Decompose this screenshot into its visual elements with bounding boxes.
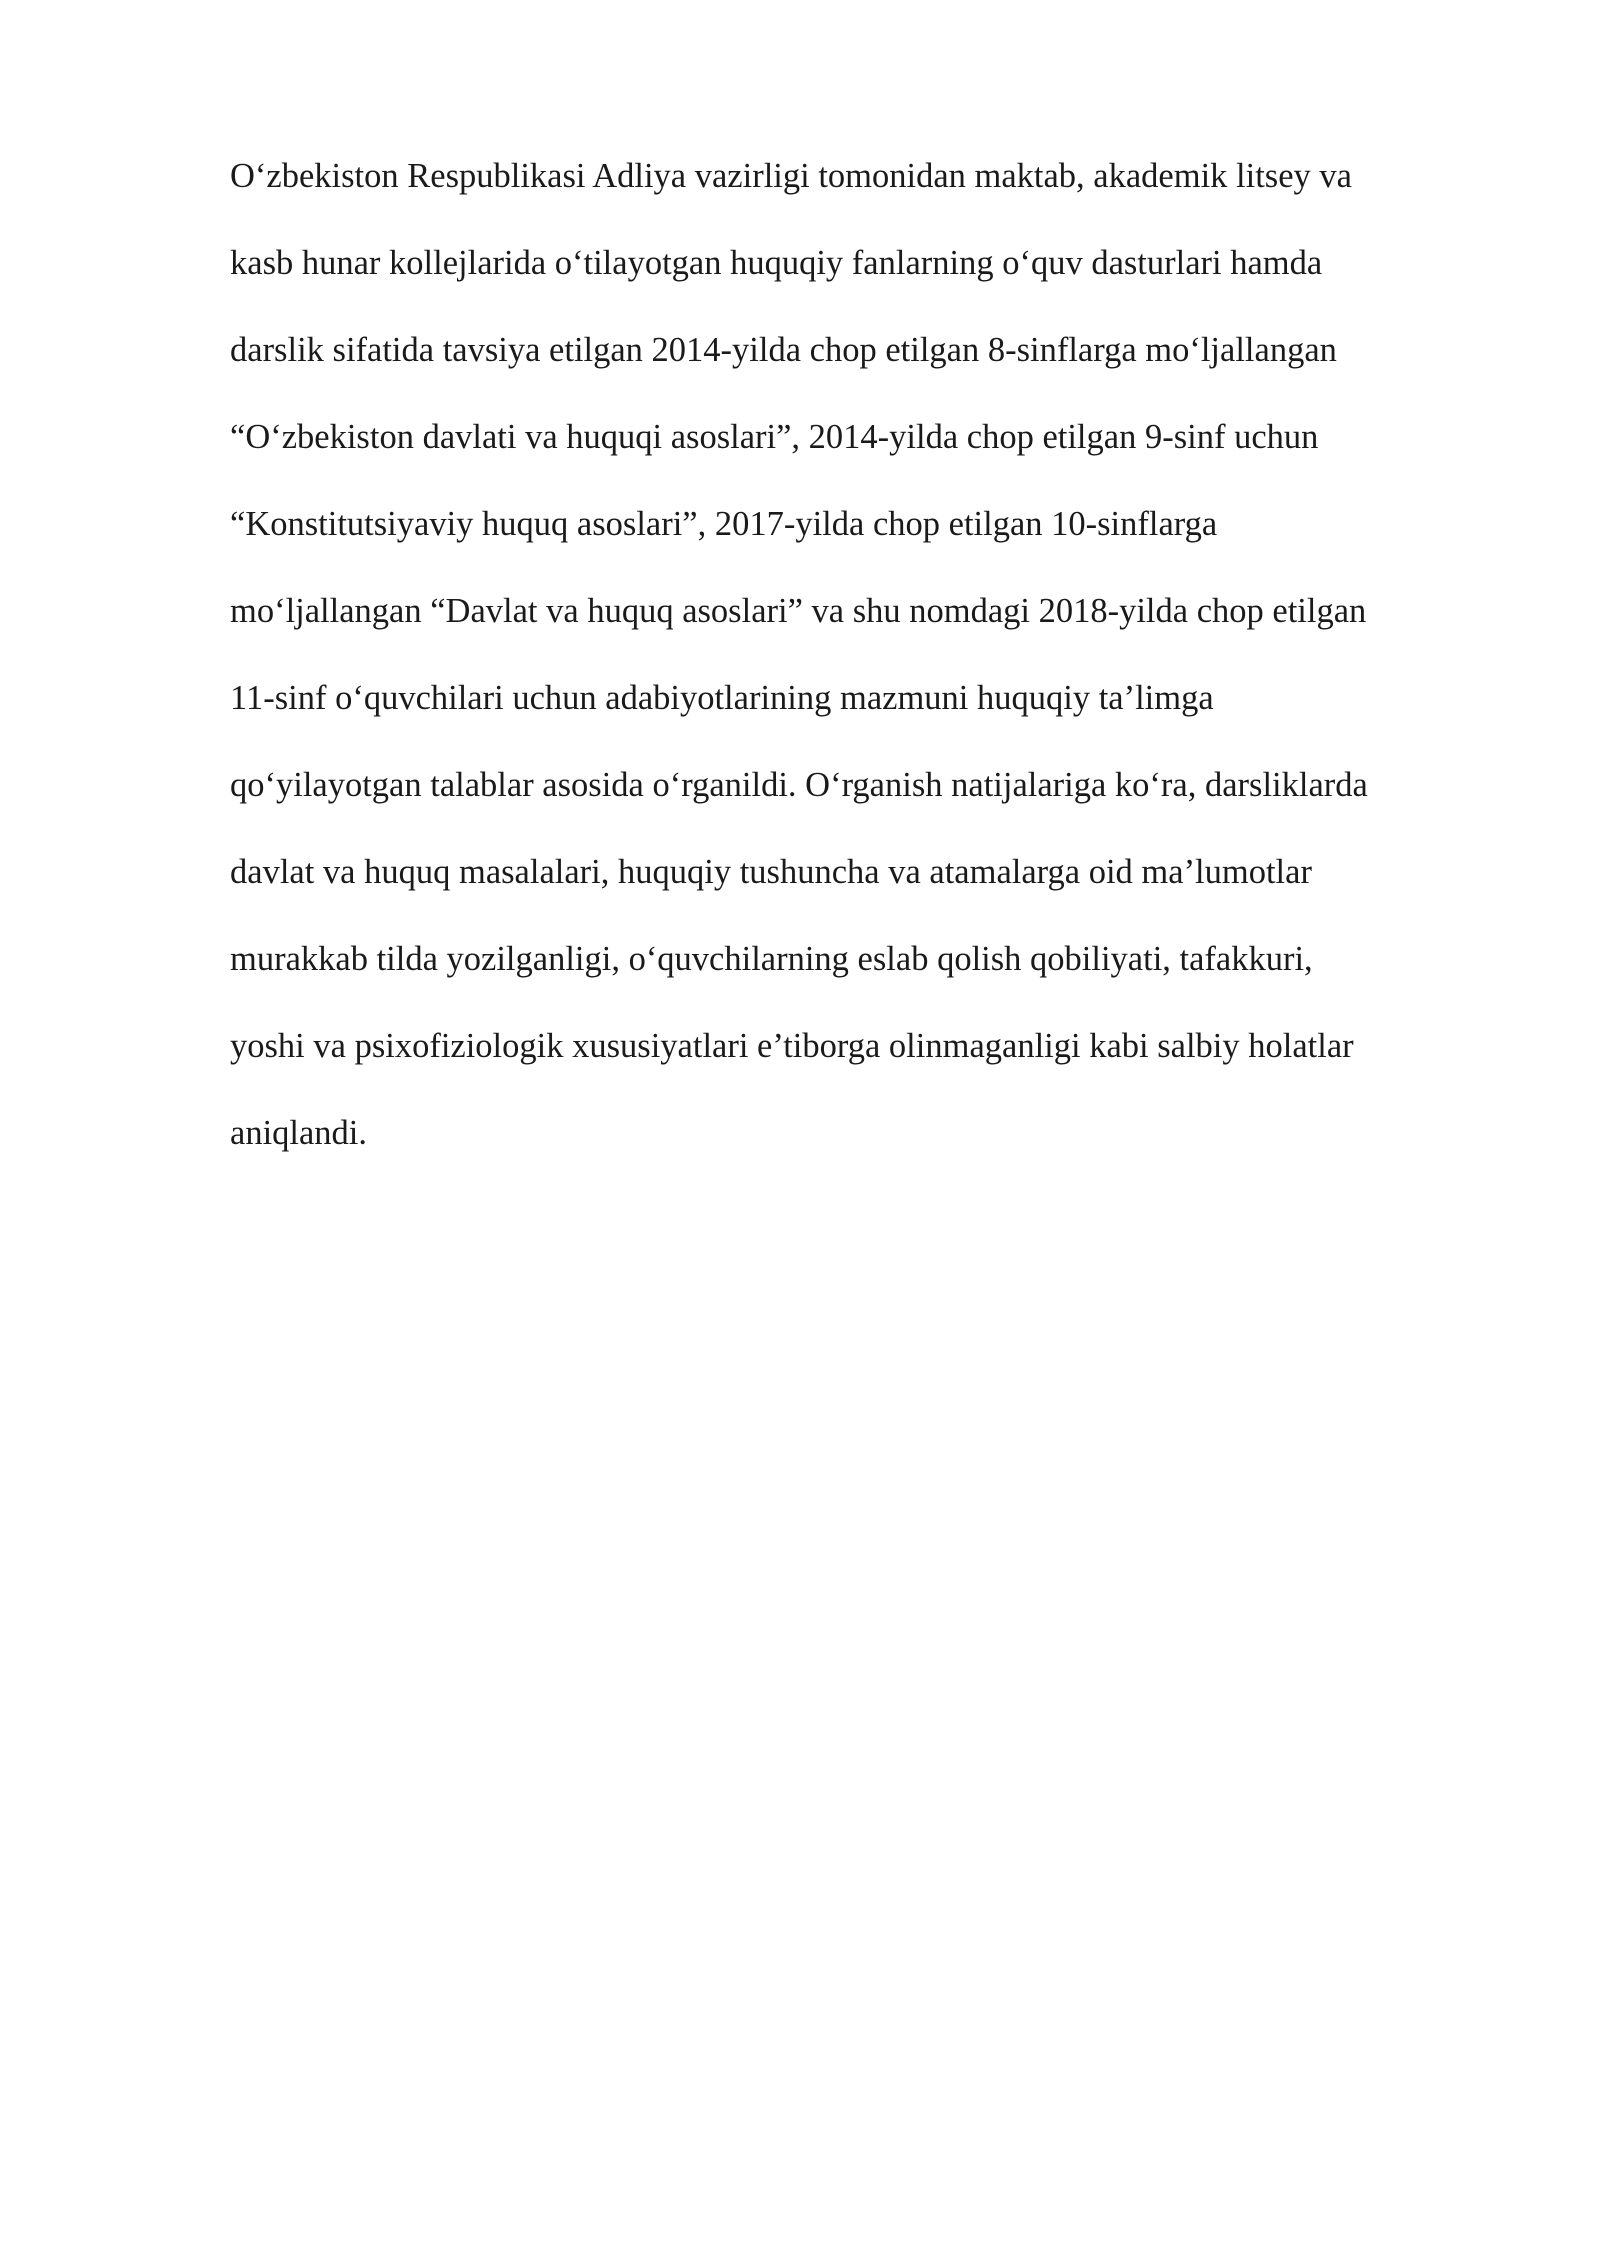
paragraph-line-8: qo‘yilayotgan talablar asosida o‘rganildi. O‘rganish natijalariga ko‘ra, darsliklarda [230, 766, 1368, 804]
paragraph-line-1: O‘zbekiston Respublikasi Adliya vazirligi tomonidan maktab, akademik litsey va [230, 157, 1352, 195]
paragraph-line-3: darslik sifatida tavsiya etilgan 2014-yilda chop etilgan 8-sinflarga mo‘ljallangan [230, 331, 1337, 369]
paragraph-line-12: aniqlandi. [230, 1114, 368, 1152]
body-paragraph [230, 144, 1510, 1188]
paragraph-line-5: “Konstitutsiyaviy huquq asoslari”, 2017-yilda chop etilgan 10-sinflarga [230, 505, 1218, 543]
paragraph-line-6: mo‘ljallangan “Davlat va huquq asoslari” va shu nomdagi 2018-yilda chop etilgan [230, 592, 1367, 630]
paragraph-line-2: kasb hunar kollejlarida o‘tilayotgan huquqiy fanlarning o‘quv dasturlari hamda [230, 244, 1323, 282]
paragraph-line-9: davlat va huquq masalalari, huquqiy tushuncha va atamalarga oid ma’lumotlar [230, 853, 1312, 891]
paragraph-line-7: 11-sinf o‘quvchilari uchun adabiyotlarining mazmuni huquqiy ta’limga [230, 679, 1214, 717]
paragraph-line-10: murakkab tilda yozilganligi, o‘quvchilarning eslab qolish qobiliyati, tafakkuri, [230, 940, 1313, 978]
paragraph-line-11: yoshi va psixofiziologik xususiyatlari e’tiborga olinmaganligi kabi salbiy holatlar [230, 1027, 1354, 1065]
paragraph-line-4: “O‘zbekiston davlati va huquqi asoslari”, 2014-yilda chop etilgan 9-sinf uchun [230, 418, 1319, 456]
